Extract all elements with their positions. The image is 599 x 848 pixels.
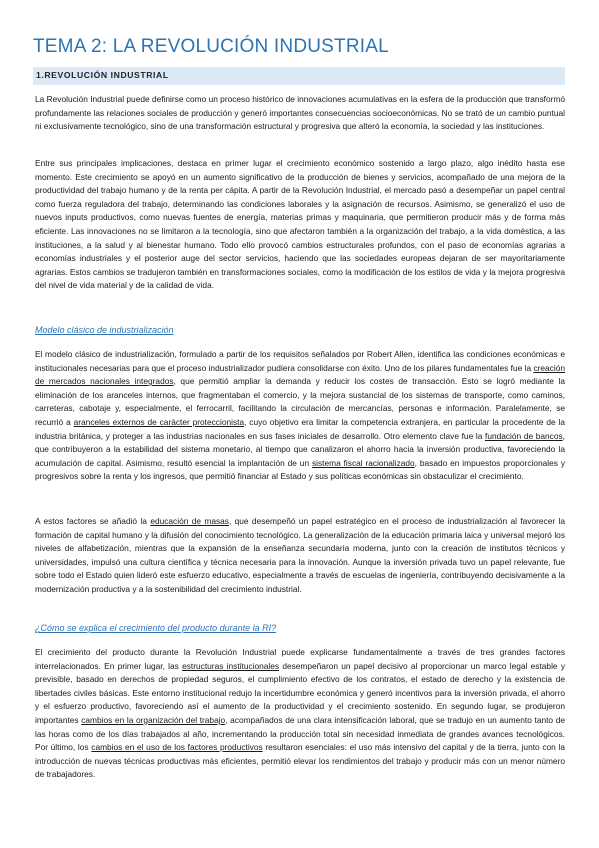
key-term: sistema fiscal racionalizado bbox=[311, 457, 415, 468]
key-term: aranceles externos de carácter proteccionista bbox=[73, 416, 245, 427]
key-term: cambios en la organización del trabajo bbox=[81, 714, 226, 725]
key-term: creación de mercados nacionales integrados bbox=[35, 362, 565, 387]
key-term: educación de masas bbox=[150, 516, 229, 526]
paragraph-intro: La Revolución Industrial puede definirse como un proceso histórico de innovaciones acumulativas en la esfera de la producción que transformó profundamente las relaciones sociales de producción y generó importantes consecuencias socioeconómicas. No se trató de un cambio puntual ni exclusivamente tecnológico, sino de una transformación estructural y progresiva que alteró la economía, la sociedad y las instituciones. bbox=[35, 94, 565, 132]
subheading-product-growth: ¿Cómo se explica el crecimiento del producto durante la RI? bbox=[35, 623, 277, 633]
paragraph-mass-education: A estos factores se añadió la educación de masas, que desempeñó un papel estratégico en el proceso de industrialización al favorecer la formación de capital humano y la difusión del conocimiento tecnológico. La generalización de la educación primaria laica y universal mejoró los niveles de alfabetización, mientras que la expansión de la enseñanza secundaria moderna, junto con la creación de institutos técnicos y universidades, impulsó una cultura científica y técnica necesaria para la innovación. Aunque la inversión privada tuvo un papel relevante, fue sobre todo el Estado quien lideró este esfuerzo educativo, especialmente a través de escuelas de ingeniería, contribuyendo decisivamente a la modernización productiva y a la sostenibilidad del crecimiento industrial. bbox=[35, 516, 565, 594]
subheading-classic-model: Modelo clásico de industrialización bbox=[35, 325, 174, 335]
key-term: fundación de bancos bbox=[485, 430, 563, 441]
paragraph-implications: Entre sus principales implicaciones, destaca en primer lugar el crecimiento económico sostenido a largo plazo, algo inédito hasta ese momento. Este crecimiento se apoyó en un aumento significativo de la producción de bienes y servicios, acompañado de una mejora de la productividad del trabajo humano y de la renta per cápita. A partir de la Revolución Industrial, el mercado pasó a desempeñar un papel central como fuerza reguladora del trabajo, determinando las condiciones laborales y la asignación de recursos. Asimismo, se generalizó el uso de nuevos inputs productivos, como nuevas fuentes de energía, materias primas y maquinaria, que permitieron producir más y de forma más eficiente. Las innovaciones no se limitaron a la tecnología, sino que afectaron también a la organización del trabajo, a la vida doméstica, a las instituciones, a la salud y al bienestar humano. Todo ello provocó cambios estructurales profundos, con el paso de economías agrarias a economías industriales y el posterior auge del sector servicios, haciendo que las sociedades europeas dejaran de ser mayoritariamente agrarias. Estos cambios se tradujeron también en transformaciones sociales, como la modificación de los estilos de vida y la mejora progresiva del nivel de vida material y de la calidad de vida. bbox=[35, 158, 565, 291]
paragraph-product-growth: El crecimiento del producto durante la Revolución Industrial puede explicarse fundamentalmente a través de tres grandes factores interrelacionados. En primer lugar, las estructuras institucionales desempeñaron un papel decisivo al proporcionar un marco legal estable y previsible, basado en derechos de propiedad seguros, el cumplimiento efectivo de los contratos, el estado de derecho y la existencia de libertades civiles básicas. Este entorno institucional redujo la incertidumbre económica y generó incentivos para la inversión privada, el ahorro y el esfuerzo productivo, favoreciendo así el aumento de la productividad y el crecimiento sostenido. En segundo lugar, se produjeron importantes cambios en la organización del trabajo, acompañados de una clara intensificación laboral, que se tradujo en un aumento tanto de las horas como de los días trabajados al año, incrementando la producción total sin necesidad inmediata de grandes avances tecnológicos. Por último, los cambios en el uso de los factores productivos resultaron esenciales: el uso más intensivo del capital y de la tierra, junto con la introducción de nuevas técnicas productivas más eficientes, permitió elevar los rendimientos del trabajo y producir más con un menor número de trabajadores. bbox=[35, 647, 566, 780]
key-term: cambios en el uso de los factores productivos bbox=[91, 742, 263, 753]
section-header bbox=[33, 67, 565, 85]
page-title: TEMA 2: LA REVOLUCIÓN INDUSTRIAL bbox=[33, 36, 389, 57]
section-header-label: 1.REVOLUCIÓN INDUSTRIAL bbox=[36, 70, 169, 80]
key-term: estructuras institucionales bbox=[182, 660, 280, 671]
paragraph-classic-model: El modelo clásico de industrialización, formulado a partir de los requisitos señalados por Robert Allen, identifica las condiciones económicas e institucionales necesarias para que el proceso industrializador pudiera consolidarse con éxito. Uno de los pilares fundamentales fue la creación de mercados nacionales integrados, que permitió ampliar la demanda y reducir los costes de transacción. Esto se logró mediante la eliminación de los aranceles internos, que fragmentaban el comercio, y la mejora sustancial de los sistemas de transporte, como caminos, carreteras, cabotaje y, especialmente, el ferrocarril, facilitando la circulación de mercancías, personas e información. Paralelamente, se recurrió a aranceles externos de carácter proteccionista, cuyo objetivo era limitar la competencia extranjera, en particular la procedente de la industria británica, y proteger a las industrias nacionales en sus fases iniciales de desarrollo. Otro elemento clave fue la fundación de bancos, que contribuyeron a la estabilidad del sistema monetario, al tiempo que canalizaron el ahorro hacia la inversión productiva, favoreciendo la acumulación de capital. Asimismo, resultó esencial la implantación de un sistema fiscal racionalizado, basado en impuestos proporcionales y progresivos sobre la renta y los ingresos, que permitió financiar al Estado y sus políticas económicas sin obstaculizar el crecimiento. bbox=[35, 349, 565, 482]
